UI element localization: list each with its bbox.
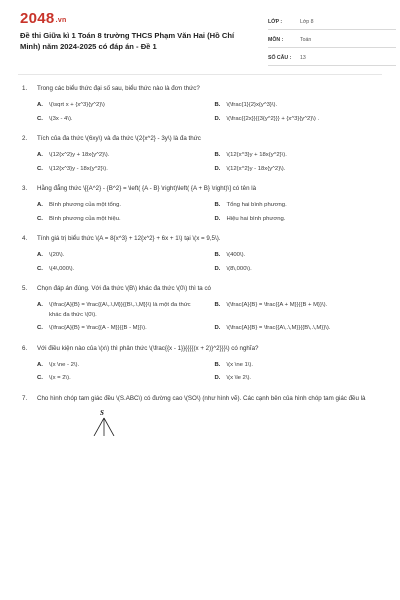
answer-options <box>18 201 382 224</box>
option-letter: C. <box>37 375 43 381</box>
option-letter: D. <box>214 265 221 272</box>
option-letter: D. <box>214 165 221 172</box>
question-stem <box>18 234 382 244</box>
option-text: Bình phương của một hiệu. <box>49 215 121 222</box>
option-text: \(\frac{1}{2}x{y^3}\). <box>226 102 278 108</box>
question-number: 3. <box>22 185 28 192</box>
option-letter: A. <box>37 252 43 258</box>
option-letter: A. <box>37 302 43 308</box>
answer-options <box>18 251 382 274</box>
meta-row-class <box>268 14 396 30</box>
question-item <box>18 184 382 224</box>
question-number: 1. <box>22 85 28 92</box>
pyramid-drawing <box>78 416 138 436</box>
option-text: \(\sqrt x + {x^3}{y^2}\) <box>49 102 105 108</box>
question-item <box>18 394 382 434</box>
option-letter: C. <box>37 215 43 222</box>
question-number: 5. <box>22 285 28 292</box>
option-text: \(x \ne - 2\). <box>49 361 80 368</box>
option-text: \(\frac{A}{B} = \frac{{A + M}}{{B + M}}\). <box>226 302 328 308</box>
question-text: Trong các biểu thức đại số sau, biểu thức nào là đơn thức? <box>37 85 200 92</box>
option-letter: D. <box>214 215 221 222</box>
option-text: \(12{x^3}y - 18x{y^2}\). <box>49 165 108 172</box>
answer-options <box>18 361 382 384</box>
meta-row-subject <box>268 32 396 48</box>
answer-option[interactable] <box>215 215 383 225</box>
answer-option[interactable] <box>37 324 205 334</box>
option-letter: B. <box>214 252 221 258</box>
answer-option[interactable] <box>37 101 205 111</box>
question-text: Hằng đẳng thức \[{A^2} - {B^2} = \left( {A - B} \right)\left( {A + B} \right)\] có tên là <box>37 185 257 192</box>
answer-option[interactable] <box>37 215 205 225</box>
vertex-label-s: S <box>100 408 104 417</box>
question-stem <box>18 84 382 94</box>
question-text: Chọn đáp án đúng. Với đa thức \(B\) khác đa thức \(0\) thì ta có <box>37 285 211 292</box>
option-letter: D. <box>214 325 221 331</box>
answer-option[interactable] <box>37 361 205 371</box>
option-text: \(\frac{A}{B} = \frac{{A\,.\,M}}{{B\,.\,M}}\) là một đa thức khác đa thức \(0\). <box>49 302 191 318</box>
option-text: \(400\). <box>226 252 246 258</box>
question-item <box>18 84 382 124</box>
logo-number: 2048 <box>20 10 55 27</box>
option-text: \(12{x^3}y + 18x{y^2}\). <box>226 152 287 158</box>
answer-options <box>18 301 382 334</box>
answer-option[interactable] <box>215 251 383 261</box>
option-text: \(4\,000\). <box>49 265 75 272</box>
option-letter: C. <box>37 325 43 331</box>
question-text: Tích của đa thức \(6xy\) và đa thức \(2{x^2} - 3y\) là đa thức <box>37 135 201 142</box>
answer-option[interactable] <box>37 251 205 261</box>
logo-suffix: .vn <box>55 17 67 24</box>
option-text: \(\frac{A}{B} = \frac{{A - M}}{{B - M}}\). <box>49 325 147 331</box>
option-text: \(8\,000\). <box>226 265 252 272</box>
header-divider <box>18 74 382 75</box>
question-stem <box>18 134 382 144</box>
question-stem <box>18 184 382 194</box>
option-letter: C. <box>37 265 43 272</box>
option-letter: C. <box>37 165 43 172</box>
answer-option[interactable] <box>215 361 383 371</box>
answer-option[interactable] <box>37 201 205 211</box>
option-text: \(x = 2\). <box>49 375 71 381</box>
option-letter: A. <box>37 361 43 368</box>
option-text: \(\frac{{2x}}{{3{y^2}}} + {x^3}{y^2}\) . <box>226 115 320 122</box>
meta-key: MÔN : <box>268 36 284 43</box>
answer-options <box>18 101 382 124</box>
question-stem <box>18 344 382 354</box>
option-text: \(x \ne 1\). <box>226 361 254 368</box>
answer-option[interactable] <box>37 265 205 275</box>
option-text: \(20\). <box>49 252 65 258</box>
question-text: Tính giá trị biểu thức \(A = 8{x^3} + 12{x^2} + 6x + 1\) tại \(x = 9,5\). <box>37 235 221 242</box>
meta-row-count <box>268 50 396 66</box>
question-list <box>18 78 382 434</box>
meta-key: SỐ CÂU : <box>268 54 292 61</box>
question-number: 2. <box>22 135 28 142</box>
meta-value: Toán <box>300 36 312 43</box>
option-letter: C. <box>37 115 43 122</box>
answer-option[interactable] <box>37 115 205 125</box>
answer-option[interactable] <box>215 324 383 334</box>
answer-option[interactable] <box>37 165 205 175</box>
answer-option[interactable] <box>37 151 205 161</box>
option-letter: B. <box>214 302 221 308</box>
option-text: Hiệu hai bình phương. <box>226 215 286 222</box>
option-text: \(12{x^2}y - 18x{y^2}\). <box>226 165 286 172</box>
question-number: 7. <box>22 394 28 402</box>
exam-meta <box>268 14 396 66</box>
option-text: \(12{x^2}y + 18x{y^2}\). <box>49 152 110 158</box>
pyramid-figure <box>78 410 138 434</box>
site-logo[interactable] <box>20 10 67 27</box>
answer-option[interactable] <box>215 165 383 175</box>
meta-value: 13 <box>300 54 306 61</box>
exam-title: Đề thi Giữa kì 1 Toán 8 trường THCS Phạm Văn Hai (Hồ Chí Minh) năm 2024-2025 có đáp án - Đề 1 <box>20 31 235 51</box>
meta-key: LỚP : <box>268 18 283 25</box>
question-number: 6. <box>22 344 28 352</box>
answer-option[interactable] <box>215 115 383 125</box>
option-letter: B. <box>214 202 221 208</box>
option-letter: B. <box>214 102 221 108</box>
answer-option[interactable] <box>37 301 205 320</box>
question-text: Cho hình chóp tam giác đều \(S.ABC\) có đường cao \(SO\) (như hình vẽ). Các cạnh bên của hình chóp tam giác đều là <box>37 394 366 402</box>
option-text: Tổng hai bình phương. <box>226 202 287 208</box>
page-header <box>18 0 382 78</box>
answer-options <box>18 151 382 174</box>
answer-option[interactable] <box>37 374 205 384</box>
answer-option[interactable] <box>215 374 383 384</box>
question-stem <box>18 284 382 294</box>
edge-sa <box>94 418 104 436</box>
option-letter: D. <box>214 375 221 381</box>
question-number: 4. <box>22 235 28 242</box>
meta-value: Lớp 8 <box>300 18 314 25</box>
question-text: Với điều kiện nào của \(x\) thì phân thức \(\frac{{x - 1}}{{{{(x + 2)}^2}}}\) có nghĩa? <box>37 344 259 352</box>
option-text: \(3x - 4\). <box>49 115 73 122</box>
question-item <box>18 134 382 174</box>
option-letter: A. <box>37 102 43 108</box>
answer-option[interactable] <box>215 301 383 320</box>
answer-option[interactable] <box>215 101 383 111</box>
question-item <box>18 284 382 334</box>
answer-option[interactable] <box>215 201 383 211</box>
option-text: Bình phương của một tổng. <box>49 202 121 208</box>
question-stem <box>18 394 382 404</box>
option-text: \(\frac{A}{B} = \frac{{A\,.\,M}}{{B\,.\,M}}\). <box>226 325 331 331</box>
edge-sb <box>104 418 114 436</box>
option-letter: A. <box>37 152 43 158</box>
option-text: \(x \le 2\). <box>226 375 252 381</box>
question-item <box>18 344 382 384</box>
answer-option[interactable] <box>215 151 383 161</box>
option-letter: B. <box>214 152 221 158</box>
option-letter: D. <box>214 115 221 122</box>
answer-option[interactable] <box>215 265 383 275</box>
question-item <box>18 234 382 274</box>
option-letter: B. <box>214 361 221 368</box>
option-letter: A. <box>37 202 43 208</box>
